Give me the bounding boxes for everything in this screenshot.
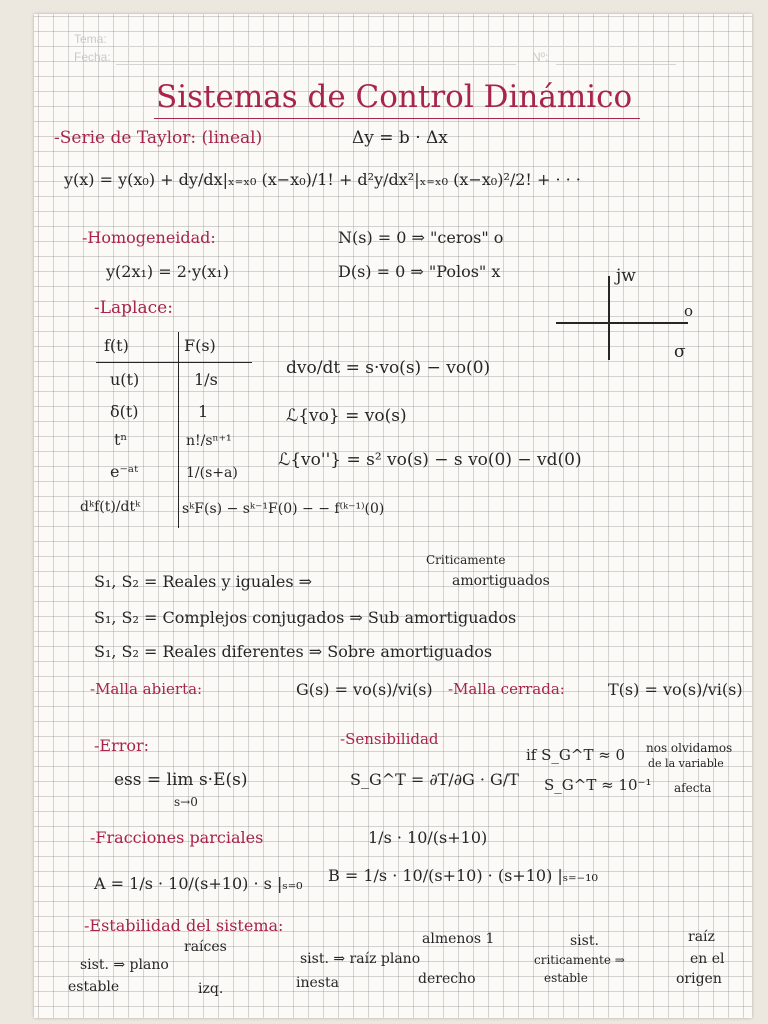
raices-amortiguados-label: amortiguados	[452, 573, 550, 589]
homogeneidad-eq: y(2x₁) = 2·y(x₁)	[106, 262, 229, 281]
error-eq: ess = lim s·E(s)	[114, 770, 248, 790]
estabilidad-c1-mid: sist. ⇒ plano	[80, 957, 169, 973]
page-title: Sistemas de Control Dinámico	[156, 79, 633, 115]
raices-critical-label: Criticamente	[426, 553, 506, 567]
notebook-page	[34, 14, 752, 1018]
estabilidad-c4-bot: origen	[676, 971, 722, 987]
raices-reales-diferentes: S₁, S₂ = Reales diferentes ⇒ Sobre amortiguados	[94, 642, 493, 661]
taylor-heading: -Serie de Taylor: (lineal)	[54, 128, 263, 148]
malla-abierta-heading: -Malla abierta:	[90, 680, 203, 698]
estabilidad-heading: -Estabilidad del sistema:	[84, 916, 284, 935]
estabilidad-c2-bot-2: derecho	[418, 971, 476, 987]
malla-cerrada-eq: T(s) = vo(s)/vi(s)	[608, 680, 743, 699]
imaginary-axis	[608, 276, 610, 360]
sensibilidad-note-1: nos olvidamos	[646, 741, 733, 755]
header-line	[116, 64, 516, 65]
sensibilidad-eq-2: S_G^T ≈ 10⁻¹	[544, 776, 652, 794]
fracciones-B: B = 1/s · 10/(s+10) · (s+10) |ₛ₌₋₁₀	[328, 866, 598, 885]
estabilidad-c4-mid: en el	[690, 951, 725, 967]
laplace-row-f: e⁻ᵃᵗ	[110, 462, 139, 481]
fracciones-heading: -Fracciones parciales	[90, 828, 264, 847]
taylor-formula: y(x) = y(x₀) + dy/dx|ₓ₌ₓ₀ (x−x₀)/1! + d²y/dx²|ₓ₌ₓ₀ (x−x₀)²/2! + · · ·	[64, 170, 581, 189]
laplace-column-rule	[178, 332, 179, 528]
sensibilidad-heading: -Sensibilidad	[340, 730, 439, 748]
title-underline	[154, 118, 640, 119]
laplace-row-F: sᵏF(s) − sᵏ⁻¹F(0) − − f⁽ᵏ⁻¹⁾(0)	[182, 501, 385, 517]
raices-reales-iguales: S₁, S₂ = Reales y iguales ⇒	[94, 572, 313, 591]
sensibilidad-note-afecta: afecta	[674, 781, 712, 795]
estabilidad-c3-bot: estable	[544, 971, 588, 985]
estabilidad-c2-top: almenos 1	[422, 931, 495, 947]
estabilidad-c3-top: sist.	[570, 933, 599, 949]
malla-abierta-eq: G(s) = vo(s)/vi(s)	[296, 680, 433, 699]
homogeneidad-heading: -Homogeneidad:	[82, 228, 216, 247]
header-nombre-label: Tema:	[74, 32, 107, 46]
laplace-heading: -Laplace:	[94, 298, 173, 318]
malla-cerrada-heading: -Malla cerrada:	[448, 680, 565, 698]
estabilidad-c1-bot-2: izq.	[198, 981, 224, 997]
polos-eq: D(s) = 0 ⇒ "Polos" x	[338, 262, 501, 281]
estabilidad-c1-bot-1: estable	[68, 979, 120, 995]
laplace-eq-transform: ℒ{vo} = vo(s)	[286, 406, 407, 426]
laplace-row-F: n!/sⁿ⁺¹	[186, 433, 232, 449]
laplace-row-F: 1	[198, 402, 209, 421]
laplace-eq-second-derivative: ℒ{vo''} = s² vo(s) − s vo(0) − vd(0)	[278, 450, 582, 470]
real-axis	[556, 322, 688, 324]
plot-zero-marker: o	[684, 302, 694, 320]
header-line	[556, 64, 676, 65]
estabilidad-c4-top: raíz	[688, 929, 715, 945]
laplace-row-f: δ(t)	[110, 402, 139, 421]
error-heading: -Error:	[94, 736, 150, 755]
estabilidad-c2-mid: sist. ⇒ raíz plano	[300, 951, 421, 967]
estabilidad-c1-top: raíces	[184, 939, 227, 955]
laplace-col-F: F(s)	[184, 336, 216, 355]
sensibilidad-condition: if S_G^T ≈ 0	[526, 746, 626, 764]
sensibilidad-note-2: de la variable	[648, 757, 724, 770]
header-numero-label: Nº:	[532, 50, 549, 64]
header-fecha-label: Fecha:	[74, 50, 111, 64]
taylor-delta: Δy = b · Δx	[352, 128, 448, 148]
ceros-eq: N(s) = 0 ⇒ "ceros" o	[338, 228, 504, 247]
fracciones-A: A = 1/s · 10/(s+10) · s |ₛ₌₀	[94, 874, 303, 893]
laplace-row-F: 1/(s+a)	[186, 465, 238, 481]
laplace-header-rule	[96, 362, 252, 363]
laplace-row-f: dᵏf(t)/dtᵏ	[80, 499, 141, 515]
raices-complejos: S₁, S₂ = Complejos conjugados ⇒ Sub amortiguados	[94, 608, 517, 627]
laplace-row-f: tⁿ	[114, 430, 128, 449]
estabilidad-c2-bot-1: inesta	[296, 975, 339, 991]
laplace-row-F: 1/s	[194, 370, 218, 389]
error-limit-sub: s→0	[174, 795, 198, 809]
header-line	[116, 46, 656, 47]
laplace-col-f: f(t)	[104, 336, 129, 355]
plot-x-label: σ	[674, 342, 686, 362]
laplace-eq-derivative: dvo/dt = s·vo(s) − vo(0)	[286, 358, 491, 378]
estabilidad-c3-mid: criticamente ⇒	[534, 953, 625, 967]
fracciones-expression: 1/s · 10/(s+10)	[368, 828, 488, 847]
sensibilidad-eq: S_G^T = ∂T/∂G · G/T	[350, 770, 519, 789]
plot-y-label: jw	[616, 266, 636, 286]
laplace-row-f: u(t)	[110, 370, 140, 389]
